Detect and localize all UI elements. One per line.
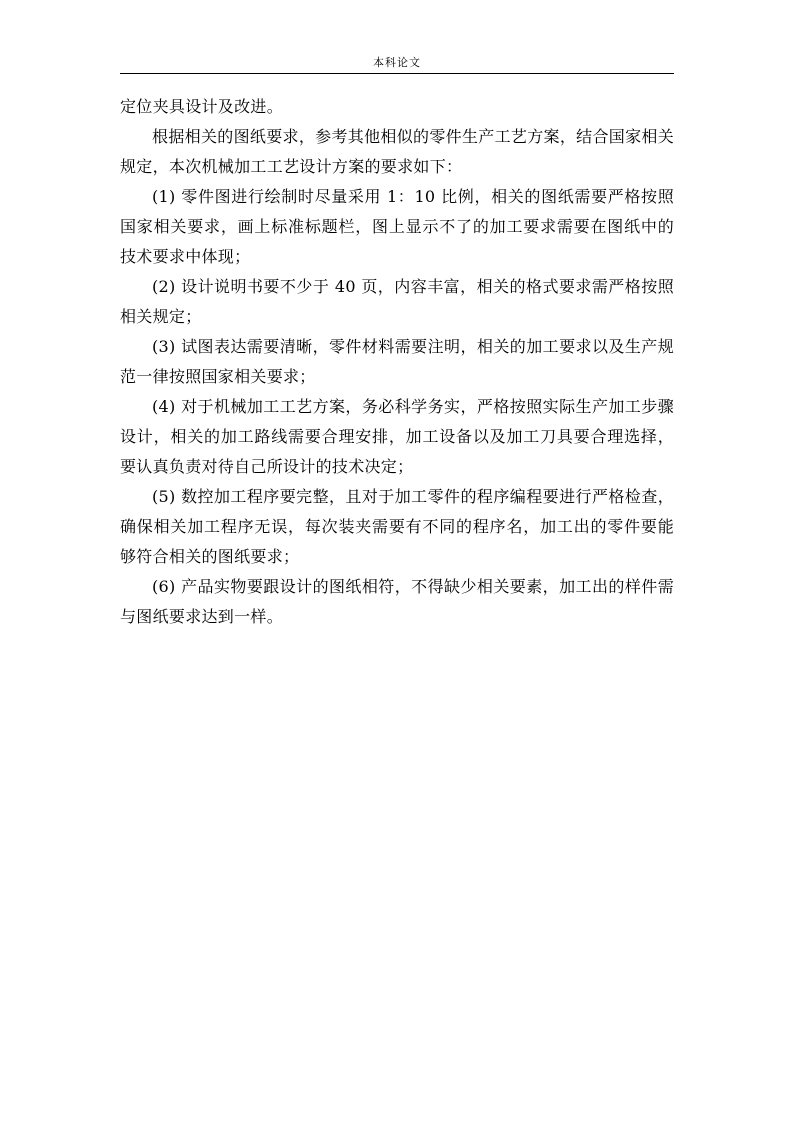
list-item-3: (3) 试图表达需要清晰，零件材料需要注明，相关的加工要求以及生产规范一律按照国家相关要求； xyxy=(120,337,674,386)
paragraph-intro: 根据相关的图纸要求，参考其他相似的零件生产工艺方案，结合国家相关规定，本次机械加工工艺设计方案的要求如下： xyxy=(120,127,674,176)
list-item-5: (5) 数控加工程序要完整，且对于加工零件的程序编程要进行严格检查，确保相关加工程序无误，每次装夹需要有不同的程序名，加工出的零件要能够符合相关的图纸要求； xyxy=(120,487,674,566)
running-header: 本科论文 xyxy=(373,56,421,69)
document-body xyxy=(120,92,674,632)
list-item-1: (1) 零件图进行绘制时尽量采用 1：10 比例，相关的图纸需要严格按照国家相关要求，画上标准标题栏，图上显示不了的加工要求需要在图纸中的技术要求中体现； xyxy=(120,187,674,266)
list-item-6: (6) 产品实物要跟设计的图纸相符，不得缺少相关要素，加工出的样件需与图纸要求达到一样。 xyxy=(120,577,674,626)
list-item-4: (4) 对于机械加工工艺方案，务必科学务实，严格按照实际生产加工步骤设计，相关的加工路线需要合理安排，加工设备以及加工刀具要合理选择，要认真负责对待自己所设计的技术决定； xyxy=(120,397,674,476)
header-divider xyxy=(120,73,674,74)
paragraph-continuation: 定位夹具设计及改进。 xyxy=(120,97,284,116)
list-item-2: (2) 设计说明书要不少于 40 页，内容丰富，相关的格式要求需严格按照相关规定； xyxy=(120,277,674,326)
